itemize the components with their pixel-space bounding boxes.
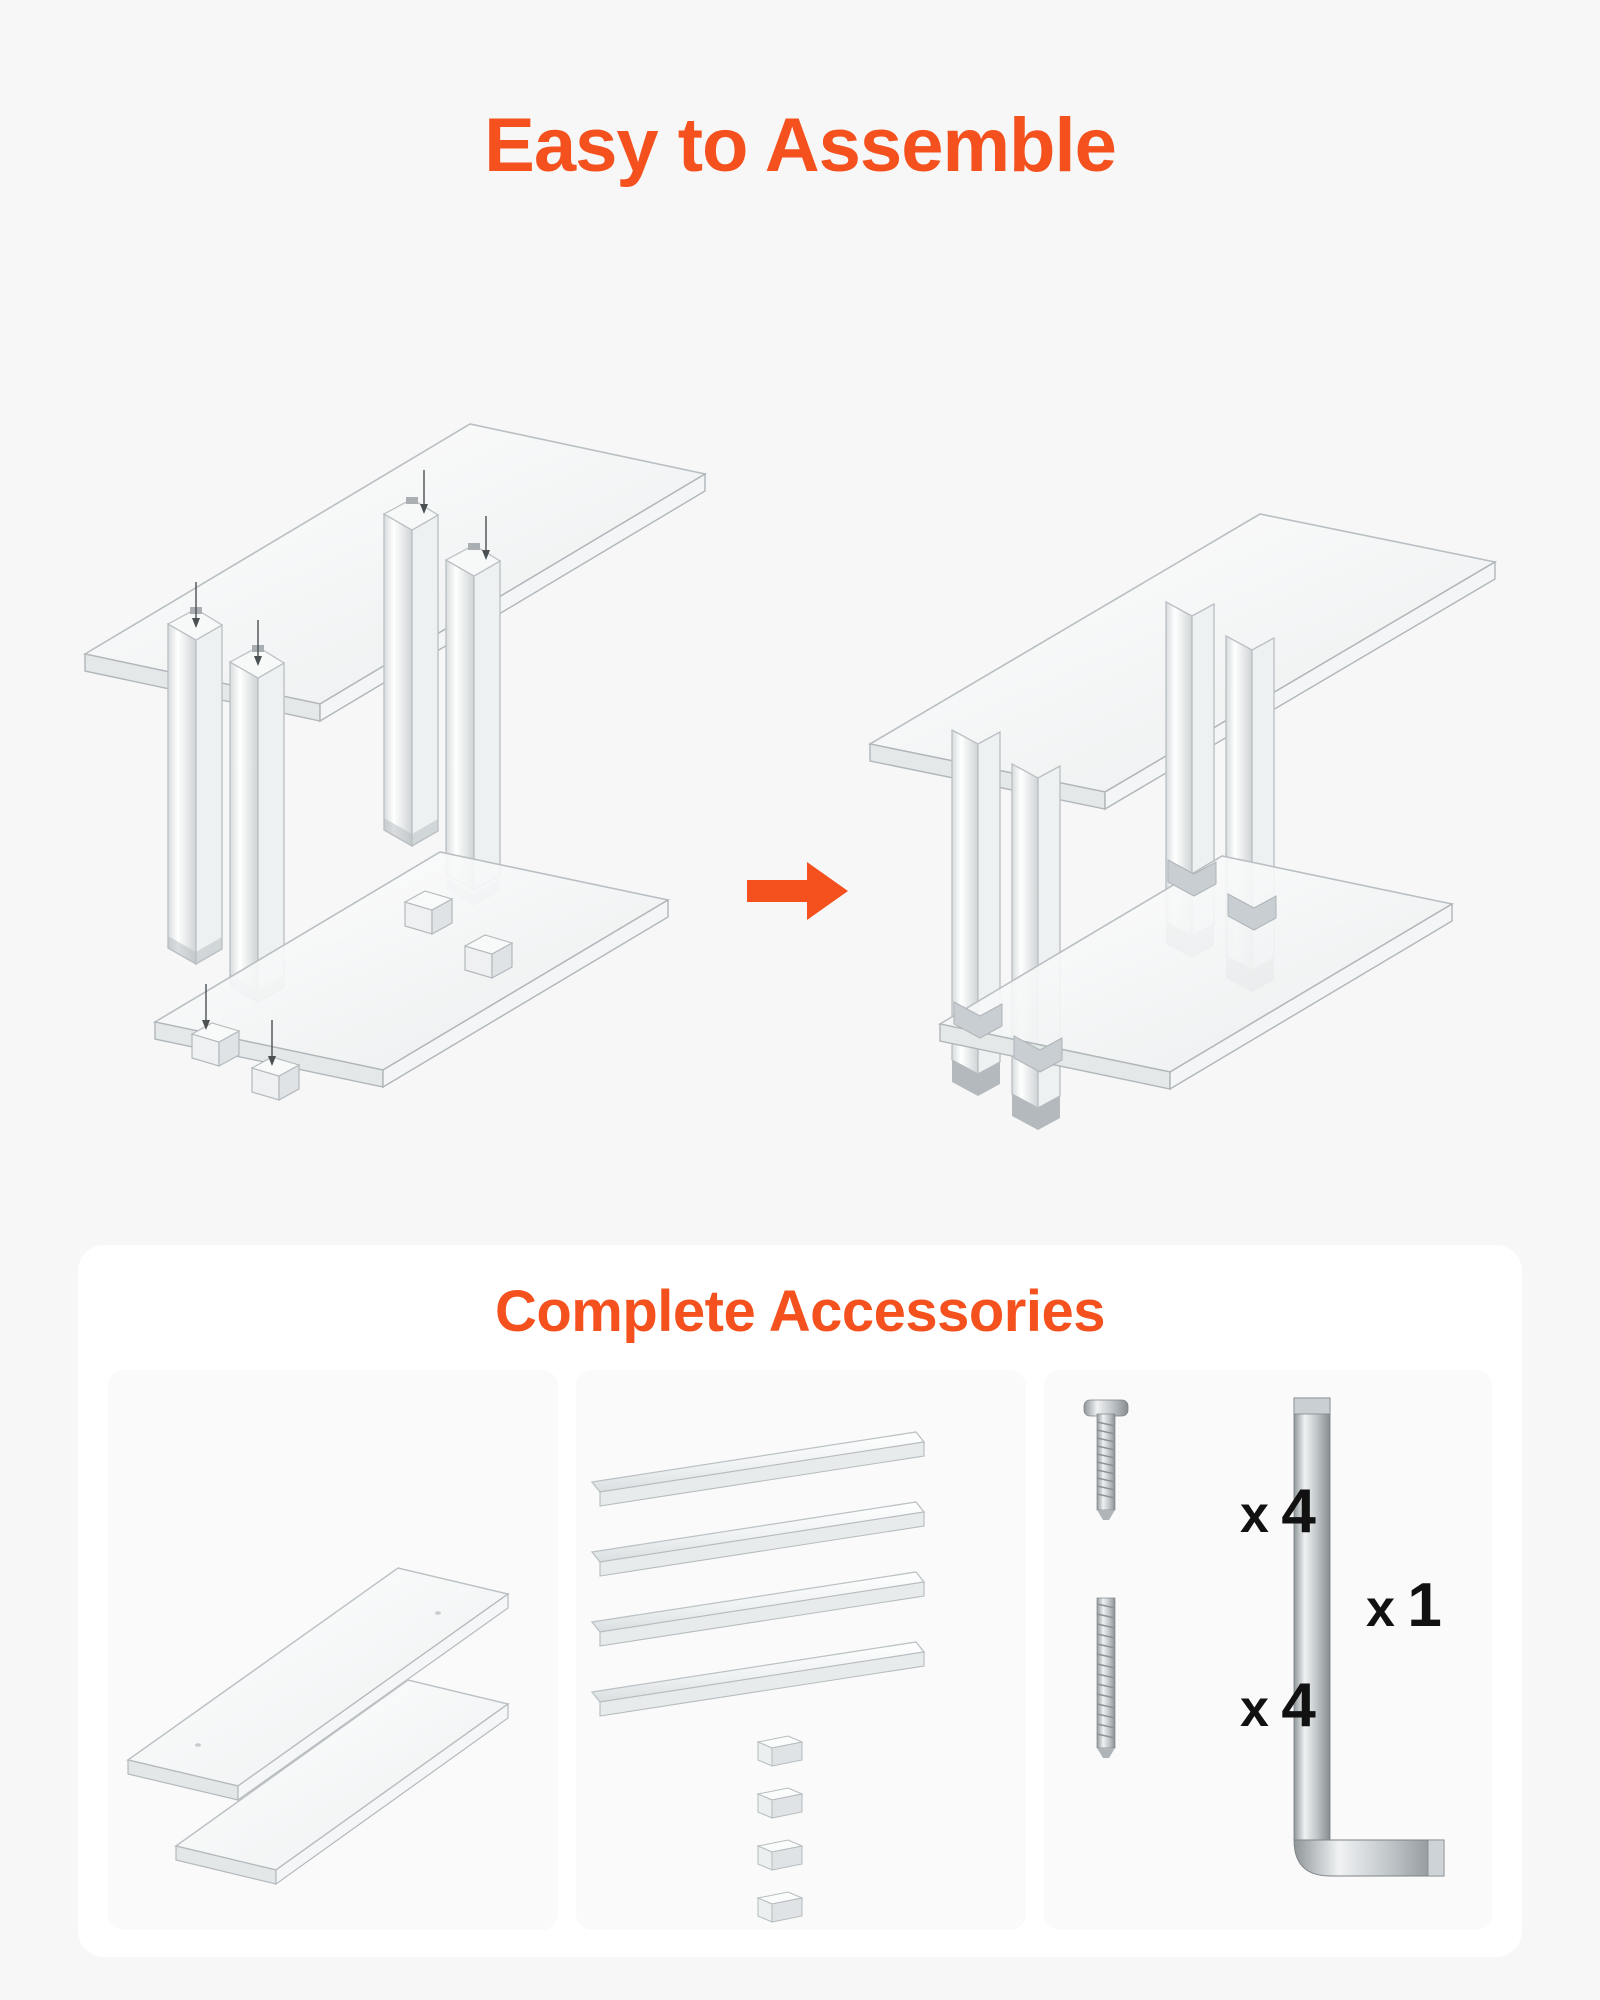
- accessory-group-legs: [576, 1370, 1026, 1930]
- leg-part: [592, 1432, 924, 1506]
- leg-exploded: [384, 497, 438, 846]
- allen-key-count: [1366, 1570, 1441, 1641]
- threaded-rod-icon: [1097, 1598, 1115, 1758]
- right-arrow-icon: [745, 856, 850, 926]
- leg-exploded: [168, 607, 222, 964]
- leg-assembled: [1012, 764, 1060, 1130]
- allen-key-count-prefix: x: [1366, 1580, 1394, 1638]
- connector-block: [252, 1057, 299, 1100]
- accessory-group-panels: [108, 1370, 558, 1930]
- leg-part: [592, 1642, 924, 1716]
- accessories-title: Complete Accessories: [494, 1279, 1106, 1344]
- threaded-rod-count-prefix: x: [1240, 1680, 1268, 1738]
- allen-key-count-value: 1: [1407, 1571, 1441, 1640]
- bolt-count-prefix: x: [1240, 1486, 1268, 1544]
- connector-block-part: [758, 1788, 802, 1818]
- assembled-view: [860, 184, 1560, 1134]
- accessories-panel: [78, 1245, 1522, 1957]
- leg-part: [592, 1502, 924, 1576]
- accessories-boxes: [108, 1370, 1492, 1930]
- threaded-rod-count: [1240, 1670, 1315, 1741]
- page-title: Easy to Assemble: [484, 103, 1116, 188]
- accessory-group-hardware: [1044, 1370, 1492, 1930]
- connector-block-part: [758, 1840, 802, 1870]
- exploded-view: [40, 184, 800, 1134]
- bolt-count: [1240, 1476, 1315, 1547]
- connector-block-part: [758, 1736, 802, 1766]
- bolt-icon: [1084, 1400, 1128, 1520]
- leg-exploded: [230, 645, 284, 1002]
- assembly-diagram: [0, 184, 1600, 1134]
- leg-part: [592, 1572, 924, 1646]
- leg-exploded: [446, 543, 500, 906]
- threaded-rod-count-value: 4: [1281, 1671, 1315, 1740]
- bolt-count-value: 4: [1281, 1477, 1315, 1546]
- connector-block-part: [758, 1892, 802, 1922]
